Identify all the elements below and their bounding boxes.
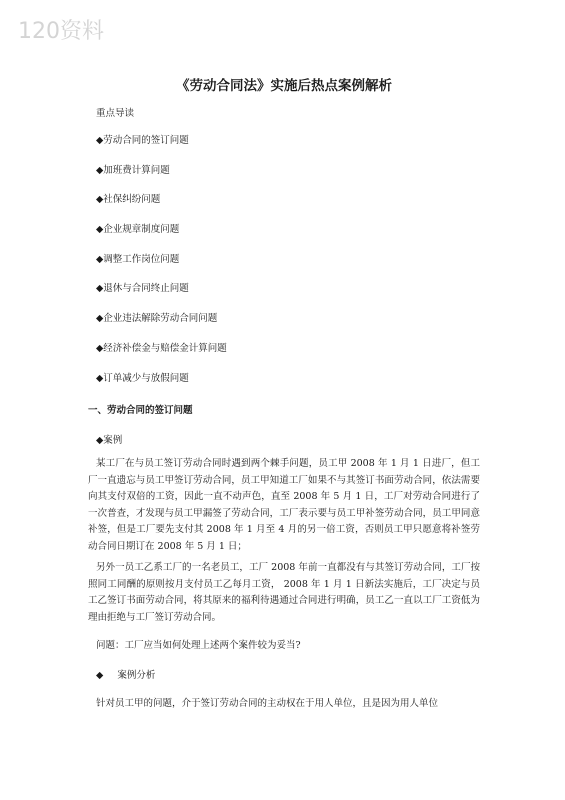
toc-item: ◆企业规章制度问题 xyxy=(96,224,180,236)
case-paragraph-1: 某工厂在与员工签订劳动合同时遇到两个棘手问题，员工甲 2008 年 1 月 1 日进厂，但工厂一直遗忘与员工甲签订劳动合同，员工甲知道工厂如果不与其签订书面劳动合同，依法需要向其支付双倍的工资，因此一直不动声色，直至 2008 年 5 月 1 日，工厂对劳动合同进行了一次普查，才发现与员工甲漏签了劳动合同，工厂表示要与员工甲补签劳动合同，员工甲同意补签，但是工厂要先支付其 2008 年 1 月至 4 月的另一倍工资，否则员工甲只愿意将补签劳动合同日期订在 2008 年 5 月 1 日； xyxy=(88,458,480,552)
toc-item: ◆加班费计算问题 xyxy=(96,164,170,176)
page-title: 《劳动合同法》实施后热点案例解析 xyxy=(176,78,392,94)
toc-item: ◆劳动合同的签订问题 xyxy=(96,135,189,146)
toc-item: ◆经济补偿金与赔偿金计算问题 xyxy=(96,342,227,354)
analysis-paragraph: 针对员工甲的问题，介于签订劳动合同的主动权在于用人单位，且是因为用人单位 xyxy=(96,698,439,709)
bullet-icon: ◆ xyxy=(96,670,104,681)
toc-item: ◆订单减少与放假问题 xyxy=(96,372,189,384)
toc-item: ◆退休与合同终止问题 xyxy=(96,283,189,295)
question-text: 问题：工厂应当如何处理上述两个案件较为妥当? xyxy=(96,640,301,651)
guide-label: 重点导读 xyxy=(96,108,135,119)
toc-item: ◆社保纠纷问题 xyxy=(96,194,161,206)
toc-list xyxy=(96,135,227,402)
case-paragraph-2: 另外一员工乙系工厂的一名老员工，工厂 2008 年前一直都没有与其签订劳动合同，工厂按照同工同酬的原则按月支付员工乙每月工资， 2008 年 1 月 1 日新法实施后，工厂决定与员工乙签订书面劳动合同，将其原来的福利待遇通过合同进行明确，员工乙一直以工厂工资低为理由拒绝与工厂签订劳动合同。 xyxy=(88,562,480,623)
toc-item: ◆企业违法解除劳动合同问题 xyxy=(96,313,218,325)
toc-item: ◆调整工作岗位问题 xyxy=(96,253,180,265)
watermark: 120资料 xyxy=(18,19,104,44)
analysis-heading xyxy=(96,667,155,681)
analysis-label: 案例分析 xyxy=(117,670,156,681)
section-heading: 一、劳动合同的签订问题 xyxy=(88,405,193,416)
case-label: ◆案例 xyxy=(96,435,123,446)
